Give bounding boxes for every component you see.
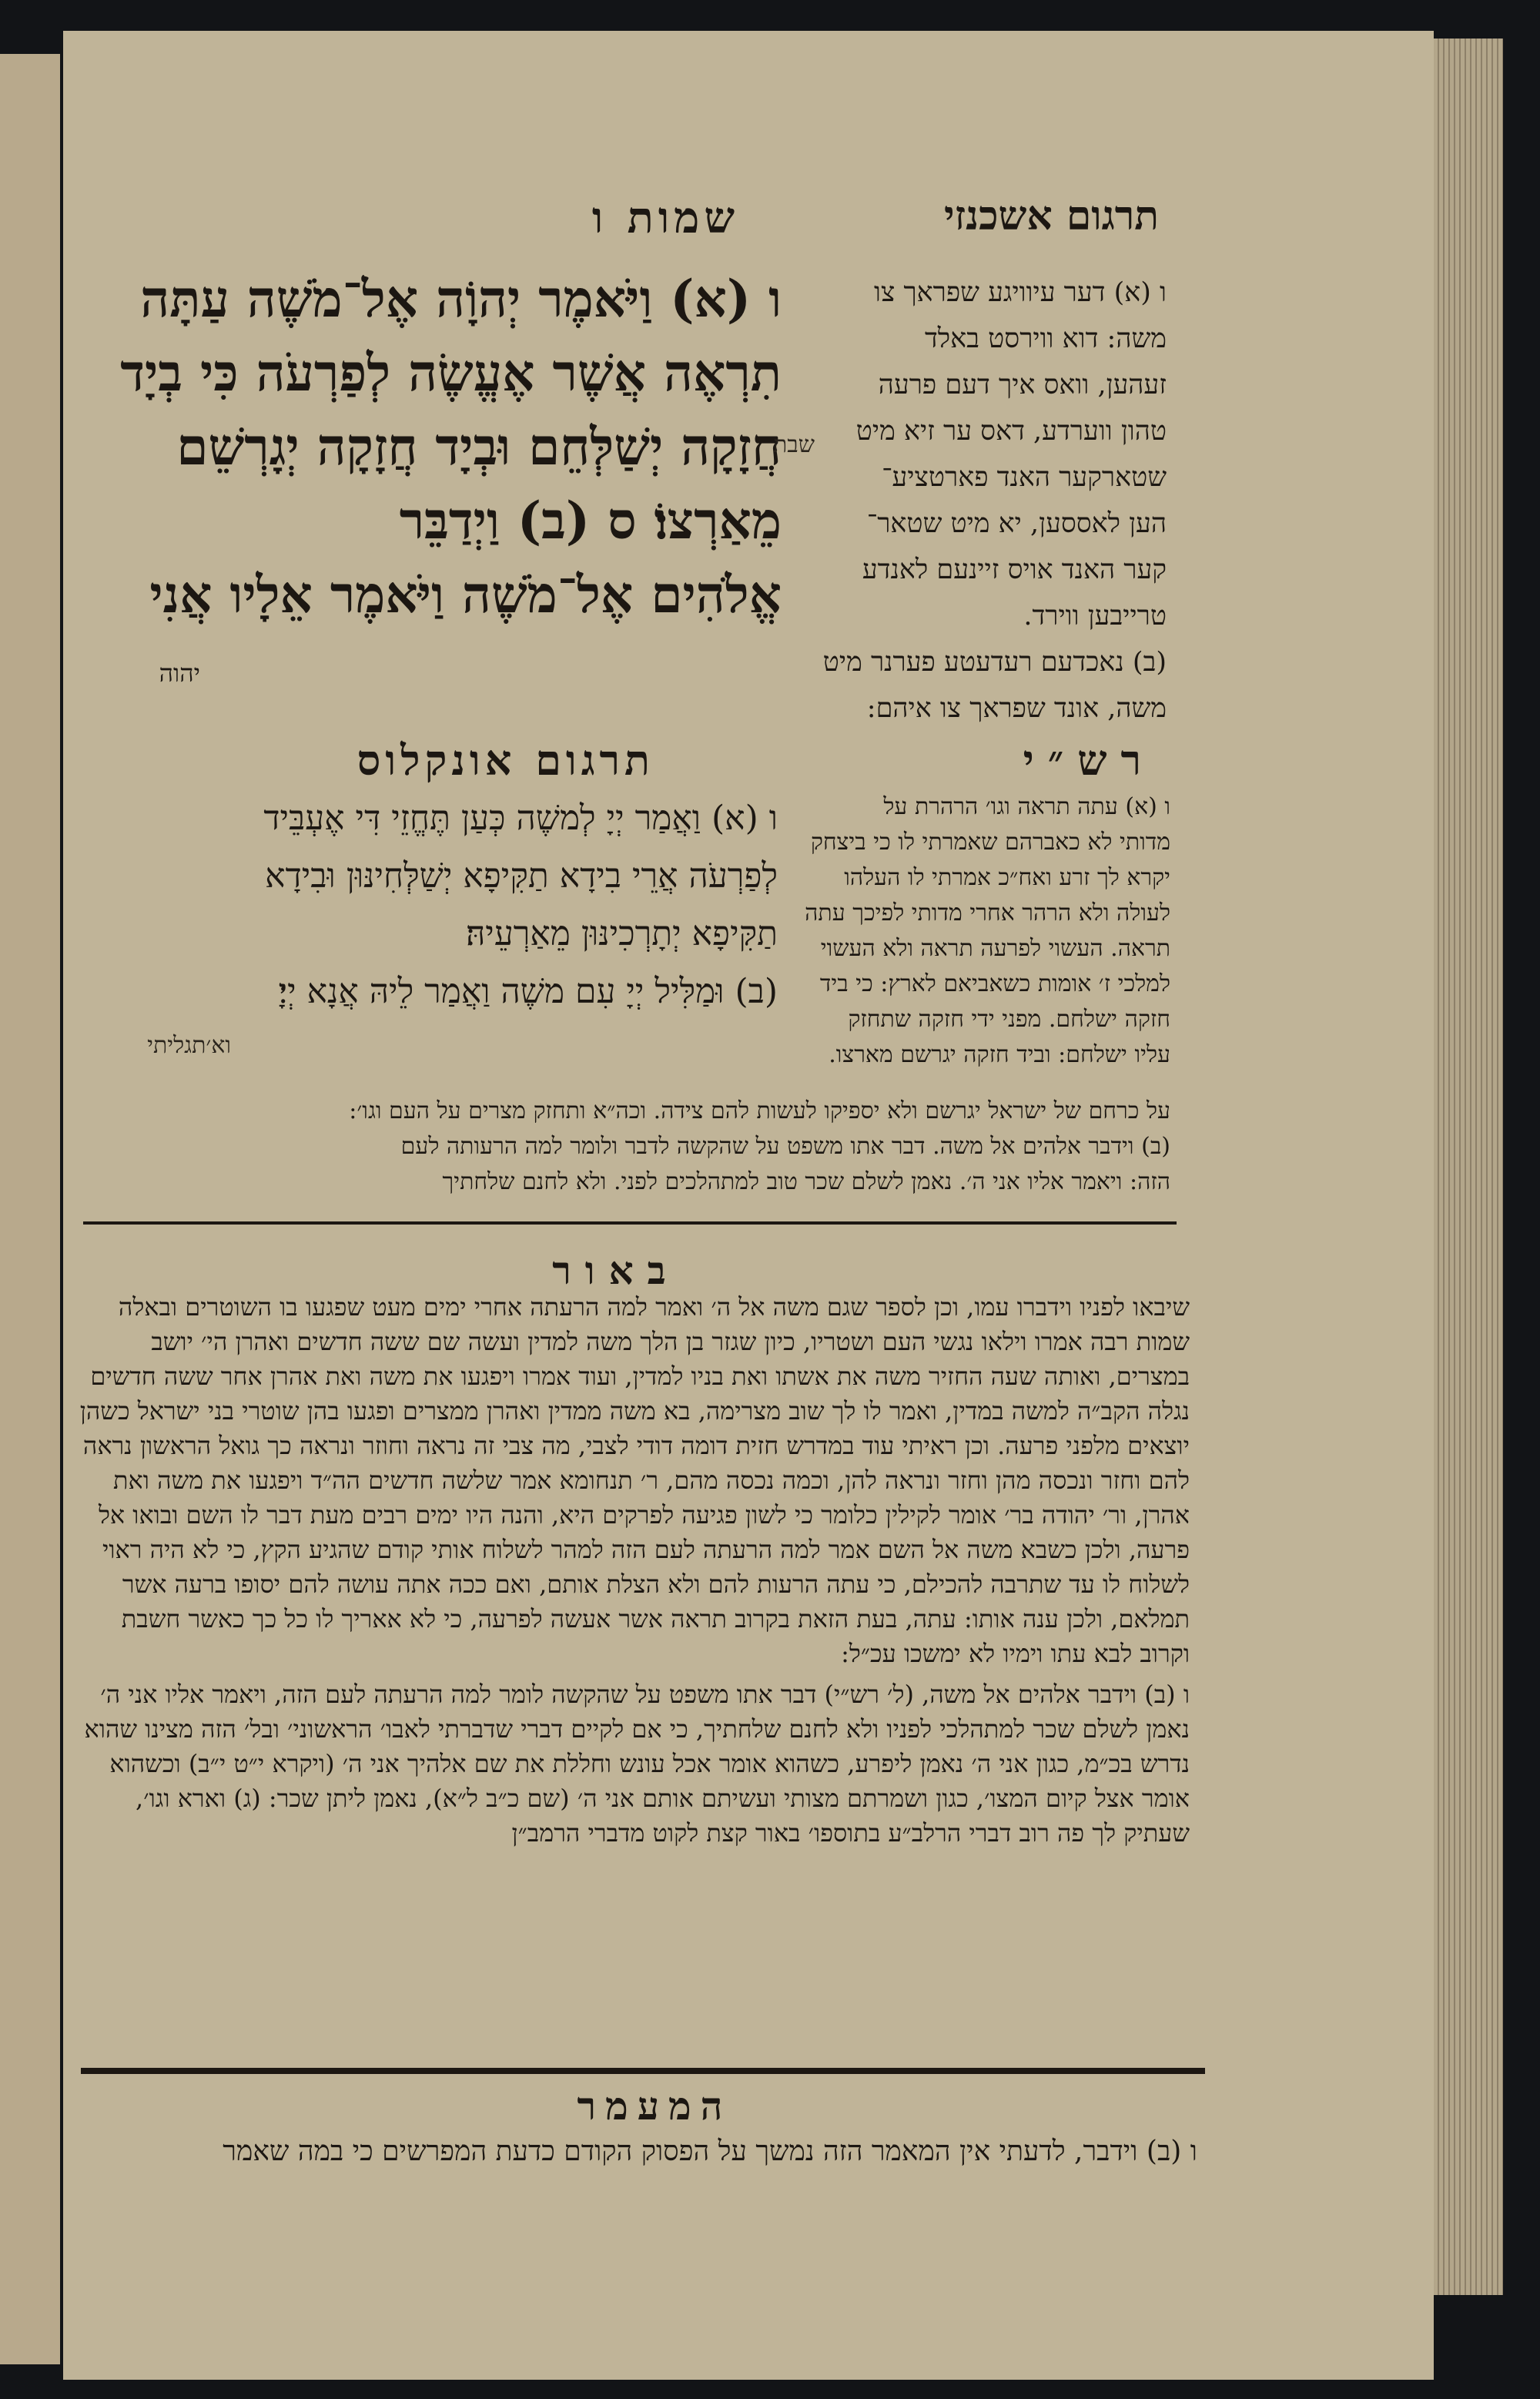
rashi-line: למלכי ז׳ אומות כשאביאם לארץ: כי ביד [819,970,1170,997]
torah-line: חֲזָקָה יְשַׁלְּחֵם וּבְיָד חֲזָקָה יְגָרְשֵׁם [176,417,782,477]
targum-ashkenazi-header: תרגום אשכנזי [944,193,1159,240]
ta-line: קער האנד אויס זיינעם לאנדע [862,555,1167,585]
rashi-line: תראה. העשוי לפרעה תראה ולא העשוי [820,935,1170,962]
onkelos-text [108,789,778,1020]
hameamer-text: ו (ב) וידבר, לדעתי אין המאמר הזה נמשך על הפסוק הקודם כדעת המפרשים כי במה שאמר [223,2136,1197,2167]
ta-line: משה: דוא ווירסט באלד [924,323,1167,354]
rashi-line: עליו ישלחם: וביד חזקה יגרשם מארצו. [829,1041,1170,1068]
adjacent-page-edge [0,54,60,2364]
biur-text [73,1290,1190,1857]
rashi-line: לעולה ולא הרהר אחרי מדותי לפיכך עתה [805,900,1170,926]
rashi-title: רש״י [1023,735,1155,785]
margin-note: שבת [773,431,815,458]
rashi-line: חזקה ישלחם. מפני ידי חזקה שתחזק [848,1006,1170,1033]
ta-line: שטארקער האנד פארטציע־ [882,462,1167,493]
torah-line: תִרְאֶה אֲשֶׁר אֶעֱשֶׂה לְפַרְעֹה כִּי בְיָד [120,343,782,403]
rashi-line: יקרא לך זרע ואח״כ אמרתי לו העלהו [844,864,1170,891]
ta-line: הען לאססען, יא מיט שטאר־ [866,508,1167,539]
biur-paragraph: שיבאו לפניו וידברו עמו, וכן לספר שגם משה אל ה׳ ואמר למה הרעתה אחרי ימים מעט שפגעו בו השוטרים ובאלה שמות רבה אמרו וילאו נגשי העם ושטריו, כיון שגזר בן הלך משה למדין ועשה שם ששה חדשים ואהרן הי׳ יושב במצרים, ואותה שעה החזיר משה את אשתו ואת בניו למדין, ועוד אמרו ויפגעו את משה ואת אהרן אחר ששה חדשים נגלה הקב״ה למשה במדין, ואמר לו לך שוב מצרימה, בא משה ממדין ואהרן ממצרים ופגעו בהן שוטרי בני ישראל כשהן יוצאים מלפני פרעה. וכן ראיתי עוד במדרש חזית דומה דודי לצבי, מה צבי זה נראה וחוזר ונראה כך גואל הראשון נראה להם וחזר ונכסה מהן וחזר ונראה להן, וכמה נכסה מהם, ר׳ תנחומא אמר שלשה חדשים הה״ד ויפגעו את משה ואת אהרן, ור׳ יהודה בר׳ אומר לקילין כלומר כי לשון פגיעה לפרקים היא, והנה היו ימים רבים מעת דבר לו השם ובואו אל פרעה, ולכן כשבא משה אל השם אמר למה הרעתה לעם הזה למהר לשלוח אותי קודם שהגיע הקץ, כי לא היה ראוי לשלוח לו עד שתרבה להכילם, כי עתה הרעות להם ולא הצלת אותם, ואם ככה אתה עושה להם יסופו ברעה אשר תמלאם, ולכן ענה אותו: עתה, בעת הזאת בקרוב תראה אשר אעשה לפרעה, כי לא אאריך לו כל כך כאשר חשבת וקרוב לבא עתו וימיו לא ימשכו עכ״ל: [79,1292,1190,1668]
rashi-line: ו (א) עתה תראה וגו׳ הרהרת על [883,793,1170,820]
book-chapter-header: שמות ו [591,193,739,243]
torah-line: ו (א) וַיֹּאמֶר יְהוָֹה אֶל־מֹשֶׁה עַתָּה [140,269,782,329]
divider-rule-thick [81,2068,1205,2074]
ta-line: טרייבען ווירד. [1023,601,1167,632]
rashi-line: הזה: ויאמר אליו אני ה׳. נאמן לשלם שכר טוב למתהלכים לפני. ולא לחנם שלחתיך [442,1168,1170,1195]
rashi-line: (ב) וידבר אלהים אל משה. דבר אתו משפט על שהקשה לדבר ולומר למה הרעותה לעם [400,1133,1170,1160]
torah-footnote: יהוה [159,658,200,688]
onkelos-note: וא׳תגליתי [147,1032,231,1059]
onkelos-line: (ב) וּמַלִּיל יְיָ עִם משֶׁה וַאֲמַר לֵיהּ אֲנָא יְיָ׃ [278,972,778,1011]
torah-text [73,262,782,632]
onkelos-line: ו (א) וַאֲמַר יְיָ לְמשֶׁה כְּעַן תֶּחֱזֵי דִּי אֶעְבֵּיד [263,799,778,838]
rashi-text-wide [73,1094,1170,1200]
torah-line: אֱלֹהִים אֶל־מֹשֶׁה וַיֹּאמֶר אֵלָיו אֲנִי [149,565,782,625]
ta-line: ו (א) דער עיוויגע שפראך צו [874,277,1167,308]
ta-line: (ב) נאכדעם רעדעטע פערנר מיט [822,647,1167,678]
divider-rule [83,1221,1177,1225]
onkelos-line: תַקִּיפָא יְתָרְכִינּוּן מֵאַרְעֵיהּ׃ [465,914,778,953]
page-edges [1434,39,1503,2295]
rashi-line: מדותי לא כאברהם שאמרתי לו כי ביצחק [810,829,1170,856]
biur-paragraph: ו (ב) וידבר אלהים אל משה, (ל׳ רש״י) דבר אתו משפט על שהקשה לומר למה הרעתה לעם הזה, ויאמר אליו אני ה׳ נאמן לשלם שכר למתהלכי לפניו ולא לחנם שלחתיך, כי אם לקיים דברי שדברתי לאבו׳ הראשוני׳ ובל׳ הזה מצינו שהוא נדרש בכ״מ, כגון אני ה׳ נאמן ליפרע, כשהוא אומר אכל עונש וחללת את שם אלהיך אני ה׳ (ויקרא י״ט י״ב) וכשהוא אומר אצל קיום המצו׳, כגון ושמרתם מצותי ועשיתם אותם אני ה׳ (שם כ״ב ל״א), נאמן ליתן שכר: (ג) וארא וגו׳, שעתיק לך פה רוב דברי הרלב״ע בתוספו׳ באור קצת לקוט מדברי הרמב״ן [84,1680,1190,1848]
torah-line: מֵאַרְצוֹ׃ ס (ב) וַיְדַבֵּר [399,491,782,551]
onkelos-line: לְפַרְעֹה אֲרֵי בִידָא תַקִּיפָא יְשַׁלְּחִינּוּן וּבִידָא [265,856,778,896]
rashi-text [701,789,1170,1073]
hameamer-title: המעמר [577,2083,732,2129]
rashi-line: על כרחם של ישראל יגרשם ולא יספיקו לעשות להם צידה. וכה״א ותחזק מצרים על העם וגו׳: [349,1097,1170,1124]
ta-line: טהון ווערדע, דאס ער זיא מיט [855,416,1167,447]
ta-line: זעהען, וואס איך דעם פרעה [878,370,1167,400]
biur-title: באור [552,1248,680,1293]
onkelos-title: תרגום אונקלוס [357,735,654,785]
targum-ashkenazi-text [812,270,1167,732]
ta-line: משה, אונד שפראך צו איהם: [866,693,1167,724]
